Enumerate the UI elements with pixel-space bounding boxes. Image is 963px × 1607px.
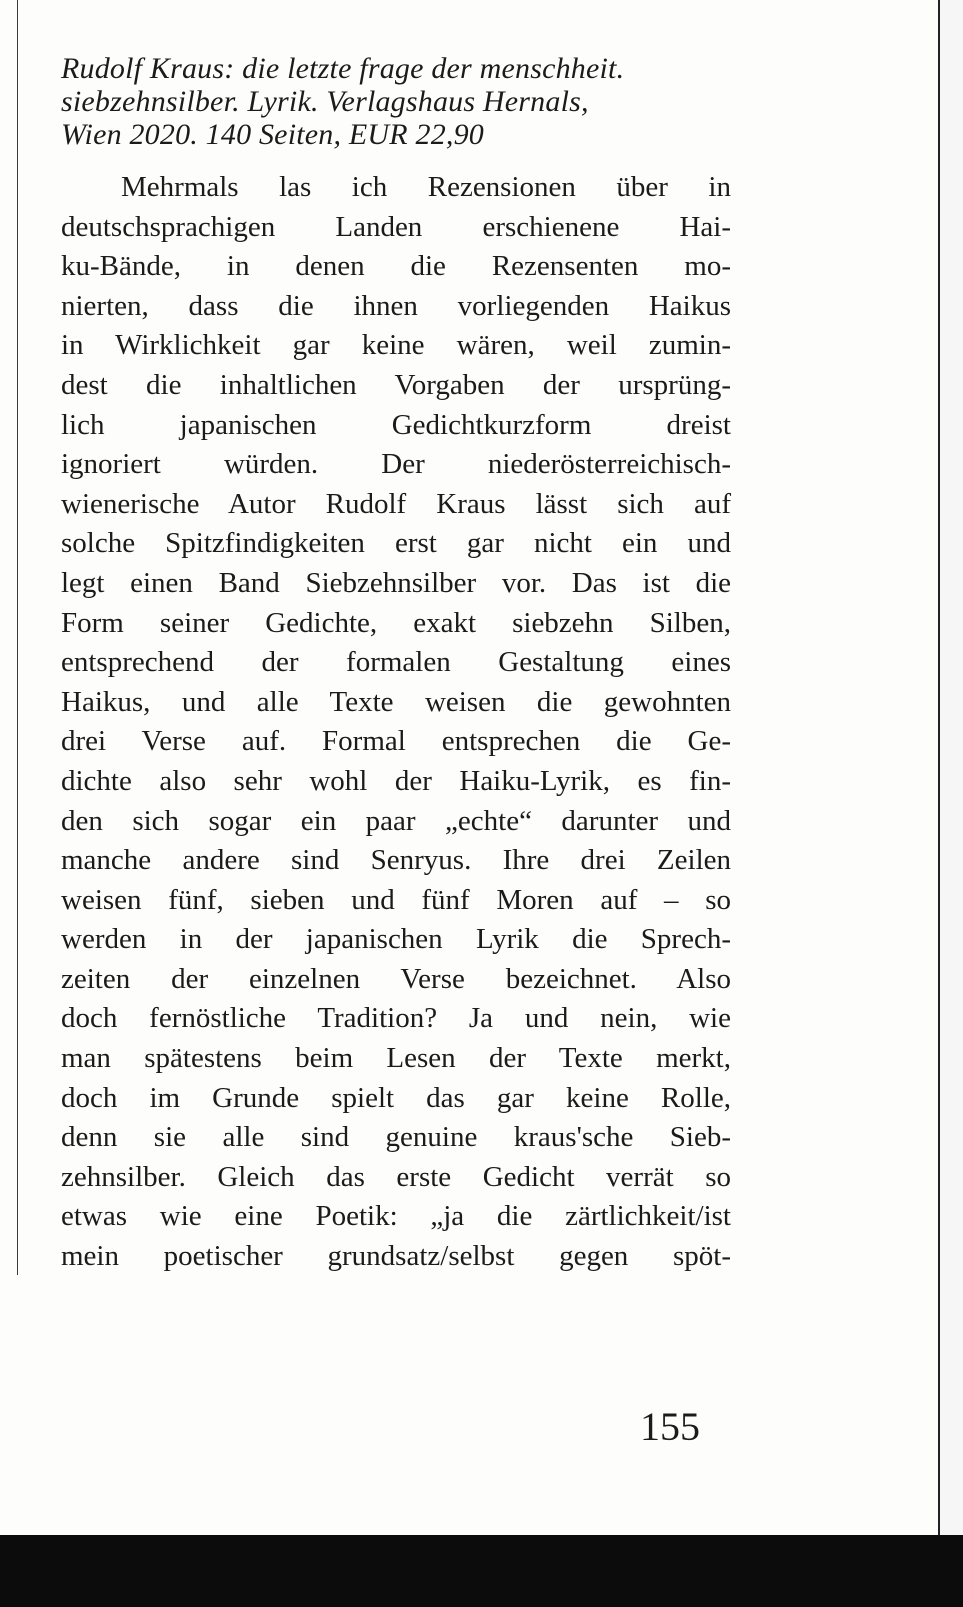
text-line: Haikus, und alle Texte weisen die gewohnten [61, 685, 731, 718]
text-line: dichte also sehr wohl der Haiku-Lyrik, es fin- [61, 764, 731, 797]
review-text [61, 168, 731, 1277]
book-citation [61, 52, 731, 151]
scan-bottom-border [0, 1535, 963, 1607]
citation-line-1: Rudolf Kraus: die letzte frage der menschheit. [61, 52, 625, 85]
text-line: in Wirklichkeit gar keine wären, weil zumin- [61, 329, 731, 362]
page-right-edge [938, 0, 940, 1535]
page-number: 155 [640, 1404, 700, 1449]
text-line: etwas wie eine Poetik: „ja die zärtlichkeit/ist [61, 1200, 731, 1233]
text-line: doch fernöstliche Tradition? Ja und nein, wie [61, 1002, 731, 1035]
text-line: deutschsprachigen Landen erschienene Hai- [61, 210, 731, 243]
text-line: doch im Grunde spielt das gar keine Rolle, [61, 1081, 731, 1114]
text-line: nierten, dass die ihnen vorliegenden Haikus [61, 289, 731, 322]
text-line: entsprechend der formalen Gestaltung eines [61, 646, 731, 679]
text-line: solche Spitzfindigkeiten erst gar nicht ein und [61, 527, 731, 560]
text-line: ignoriert würden. Der niederösterreichisch- [61, 448, 731, 481]
text-line: dest die inhaltlichen Vorgaben der ursprüng- [61, 368, 731, 401]
scan-right-margin [940, 0, 963, 1535]
left-margin-rule [17, 0, 18, 1275]
text-line: mein poetischer grundsatz/selbst gegen spöt- [61, 1240, 731, 1273]
citation-line-3: Wien 2020. 140 Seiten, EUR 22,90 [61, 118, 485, 151]
text-line: manche andere sind Senryus. Ihre drei Zeilen [61, 844, 731, 877]
text-line: legt einen Band Siebzehnsilber vor. Das ist die [61, 566, 731, 599]
text-line: zehnsilber. Gleich das erste Gedicht verrät so [61, 1160, 731, 1193]
text-line: werden in der japanischen Lyrik die Sprech- [61, 923, 731, 956]
text-line: denn sie alle sind genuine kraus'sche Sieb- [61, 1121, 731, 1154]
text-line: drei Verse auf. Formal entsprechen die Ge- [61, 725, 731, 758]
text-line: ku-Bände, in denen die Rezensenten mo- [61, 250, 731, 283]
text-line: lich japanischen Gedichtkurzform dreist [61, 408, 731, 441]
text-line: Mehrmals las ich Rezensionen über in [121, 171, 731, 203]
text-line: zeiten der einzelnen Verse bezeichnet. Also [61, 962, 731, 995]
citation-line-2: siebzehnsilber. Lyrik. Verlagshaus Hernals, [61, 85, 589, 118]
text-line: Form seiner Gedichte, exakt siebzehn Silben, [61, 606, 731, 639]
text-line: man spätestens beim Lesen der Texte merkt, [61, 1042, 731, 1075]
text-line: weisen fünf, sieben und fünf Moren auf – so [61, 883, 731, 916]
text-line: wienerische Autor Rudolf Kraus lässt sich auf [61, 487, 731, 520]
text-line: den sich sogar ein paar „echte“ darunter und [61, 804, 731, 837]
